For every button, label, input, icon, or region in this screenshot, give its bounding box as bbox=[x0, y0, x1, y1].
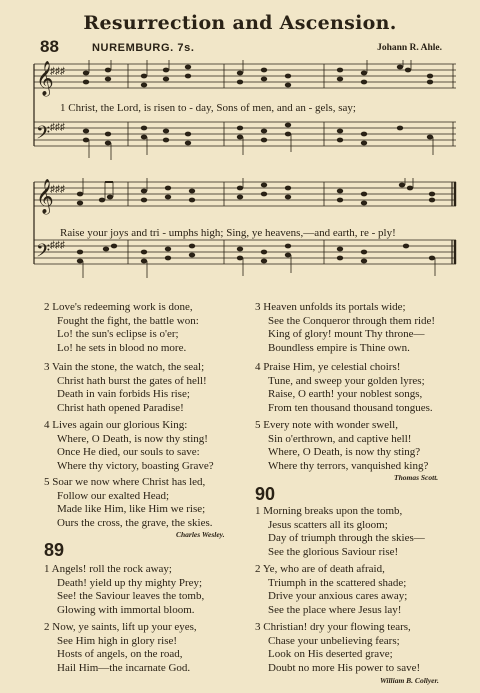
stanza-line: Christ hath burst the gates of hell! bbox=[57, 374, 207, 387]
hymn-90-stanza-1 bbox=[255, 505, 425, 559]
svg-text:♯♯♯: ♯♯♯ bbox=[50, 66, 65, 77]
stanza-line: Where, O Death, is now thy sting? bbox=[268, 446, 421, 459]
stanza-line: Hosts of angels, on the road, bbox=[57, 648, 183, 661]
stanza-line: Glowing with immortal bloom. bbox=[57, 603, 195, 616]
stanza-line: See! the Saviour leaves the tomb, bbox=[57, 590, 205, 603]
stanza-line: Where thy terrors, vanquished king? bbox=[268, 459, 429, 472]
svg-text:𝄞: 𝄞 bbox=[36, 179, 54, 214]
stanza-line: 3 Heaven unfolds its portals wide; bbox=[255, 301, 406, 313]
stanza-line: Lo! the sun's eclipse is o'er; bbox=[57, 328, 179, 341]
stanza-line: 3 Christian! dry your flowing tears, bbox=[255, 621, 411, 633]
page-title: Resurrection and Ascension. bbox=[83, 12, 397, 34]
hymn-90-stanza-2 bbox=[255, 563, 407, 617]
hymn-88-right-stanza-5 bbox=[255, 419, 428, 473]
stanza-line: Lo! he sets in blood no more. bbox=[57, 341, 187, 354]
stanza-line: Boundless empire is Thine own. bbox=[268, 341, 410, 354]
stanza-line: Fought the fight, the battle won: bbox=[57, 314, 199, 327]
stanza-line: Death in vain forbids His rise; bbox=[57, 388, 190, 401]
composer-name: Johann R. Ahle. bbox=[377, 43, 442, 53]
stanza-line: Follow our exalted Head; bbox=[57, 489, 170, 502]
hymn-88-stanza-3 bbox=[44, 361, 207, 415]
stanza-line: 4 Lives again our glorious King: bbox=[44, 419, 188, 431]
svg-text:♯♯♯: ♯♯♯ bbox=[50, 240, 65, 251]
stanza-line: Raise, O earth! your noblest songs, bbox=[268, 388, 423, 401]
hymn-number-90: 90 bbox=[255, 484, 276, 504]
hymn-89-stanza-2 bbox=[44, 621, 197, 675]
stanza-line: See Him high in glory rise! bbox=[57, 634, 178, 647]
stanza-line: From ten thousand thousand tongues. bbox=[268, 401, 433, 414]
stanza-line: Chase your unbelieving fears; bbox=[268, 634, 400, 647]
stanza-line: 1 Morning breaks upon the tomb, bbox=[255, 505, 403, 517]
stanza-line: Once He died, our souls to save: bbox=[57, 446, 200, 459]
stanza-line: Where thy victory, boasting Grave? bbox=[57, 459, 214, 472]
lyric-line-1: 1 Christ, the Lord, is risen to - day, Sons of men, and an - gels, say; bbox=[60, 102, 356, 114]
stanza-line: See the Conqueror through them ride! bbox=[268, 314, 436, 327]
hymn-number-88: 88 bbox=[40, 37, 59, 56]
hymn-number-89: 89 bbox=[44, 540, 65, 560]
stanza-line: See the glorious Saviour rise! bbox=[268, 545, 399, 558]
hymn-88-stanza-4 bbox=[44, 419, 214, 473]
hymn-90-author: William B. Collyer. bbox=[380, 676, 439, 685]
stanza-line: Hail Him—the incarnate God. bbox=[57, 661, 191, 674]
stanza-line: Doubt no more His power to save! bbox=[268, 661, 421, 674]
stanza-line: Sin o'erthrown, and captive hell! bbox=[268, 432, 412, 445]
svg-text:𝄞: 𝄞 bbox=[36, 61, 54, 96]
tune-name: NUREMBURG. 7s. bbox=[92, 42, 195, 54]
stanza-line: Tune, and sweep your golden lyres; bbox=[268, 374, 425, 387]
stanza-line: 2 Love's redeeming work is done, bbox=[44, 301, 193, 313]
stanza-line: Where, O Death, is now thy sting! bbox=[57, 432, 208, 445]
hymn-88-author: Charles Wesley. bbox=[176, 530, 225, 539]
stanza-line: Drive your anxious cares away; bbox=[268, 590, 408, 603]
lyric-line-2: Raise your joys and tri - umphs high; Sing, ye heavens,—and earth, re - ply! bbox=[60, 227, 396, 239]
stanza-line: Day of triumph through the skies— bbox=[268, 532, 425, 545]
stanza-line: 3 Vain the stone, the watch, the seal; bbox=[44, 361, 205, 373]
svg-text:♯♯♯: ♯♯♯ bbox=[50, 184, 65, 195]
stanza-line: Triumph in the scattered shade; bbox=[268, 576, 407, 589]
hymn-88-right-stanza-4 bbox=[255, 361, 433, 415]
stanza-line: 5 Soar we now where Christ has led, bbox=[44, 476, 206, 488]
stanza-line: See the place where Jesus lay! bbox=[268, 603, 402, 616]
hymn-89-stanza-1 bbox=[44, 563, 204, 617]
hymn-90-stanza-3 bbox=[255, 621, 420, 675]
music-staff-system-1 bbox=[28, 60, 460, 180]
stanza-line: Death! yield up thy mighty Prey; bbox=[57, 576, 203, 589]
stanza-line: 2 Ye, who are of death afraid, bbox=[255, 563, 385, 575]
hymn-88-stanza-2 bbox=[44, 301, 199, 355]
stanza-line: 1 Angels! roll the rock away; bbox=[44, 563, 172, 575]
hymn-88-stanza-5 bbox=[44, 476, 213, 530]
svg-text:𝄢: 𝄢 bbox=[36, 241, 51, 266]
stanza-line: Christ hath opened Paradise! bbox=[57, 401, 184, 414]
stanza-line: Ours the cross, the grave, the skies. bbox=[57, 516, 213, 529]
hymn-88-right-stanza-3 bbox=[255, 301, 435, 355]
stanza-line: 4 Praise Him, ye celestial choirs! bbox=[255, 361, 401, 373]
stanza-line: Made like Him, like Him we rise; bbox=[57, 503, 206, 516]
stanza-line: Look on His deserted grave; bbox=[268, 648, 393, 661]
svg-text:♯♯♯: ♯♯♯ bbox=[50, 122, 65, 133]
stanza-line: Jesus scatters all its gloom; bbox=[268, 518, 388, 531]
hymn-88-right-author: Thomas Scott. bbox=[394, 473, 439, 482]
stanza-line: 5 Every note with wonder swell, bbox=[255, 419, 398, 431]
svg-text:𝄢: 𝄢 bbox=[36, 123, 51, 148]
stanza-line: 2 Now, ye saints, lift up your eyes, bbox=[44, 621, 197, 633]
stanza-line: King of glory! mount Thy throne— bbox=[268, 328, 425, 341]
